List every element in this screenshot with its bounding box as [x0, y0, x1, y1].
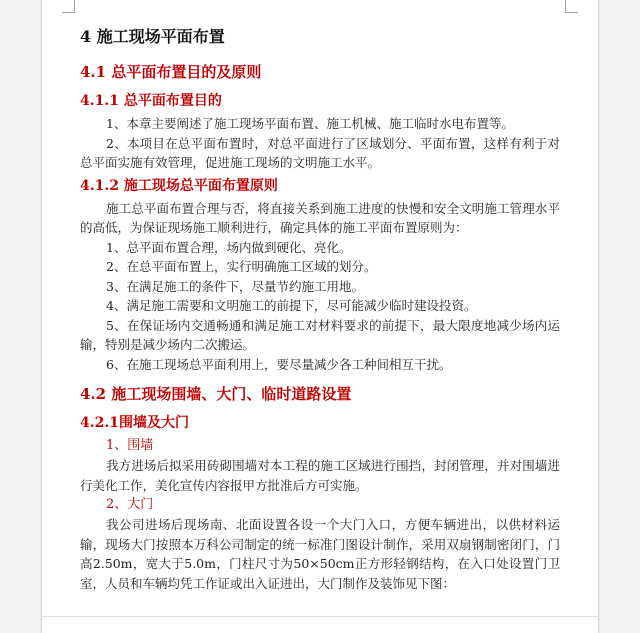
subitem-heading-wall: 1、围墙 [106, 438, 154, 453]
paragraph: 2、本项目在总平面布置时，对总平面进行了区域划分、平面布置，这样有利于对总平面实施有效管理，促进施工现场的文明施工水平。 [80, 135, 560, 170]
section-4-2-heading: 4.2 施工现场围墙、大门、临时道路设置 [80, 385, 352, 403]
paragraph: 我公司进场后现场南、北面设置各设一个大门入口，方便车辆进出，以供材料运输，现场大门按照本万科公司制定的统一标准门图设计制作，采用双扇钢制密闭门，门高2.50m，宽大于5.0m，门柱尺寸为50×50cm正方形轻钢结构，在入口处设置门卫室，人员和车辆均凭工作证或出入证进出，大门制作及装饰见下图： [80, 517, 560, 591]
list-item: 5、在保证场内交通畅通和满足施工对材料要求的前提下，最大限度地减少场内运输，特别是减少场内二次搬运。 [80, 317, 560, 352]
subitem-heading-gate: 2、大门 [106, 497, 154, 512]
page-corner-mark-top-left [62, 0, 75, 13]
section-4-1-2-heading: 4.1.2 施工现场总平面布置原则 [80, 177, 278, 194]
paragraph: 1、本章主要阐述了施工现场平面布置、施工机械、施工临时水电布置等。 [106, 116, 514, 131]
list-item: 4、满足施工需要和文明施工的前提下，尽可能减少临时建设投资。 [106, 298, 477, 313]
list-item: 1、总平面布置合理，场内做到硬化、亮化。 [106, 239, 352, 255]
list-item: 3、在满足施工的条件下，尽量节约施工用地。 [106, 278, 364, 294]
document-body [80, 24, 560, 593]
list-item: 2、在总平面布置上，实行明确施工区域的划分。 [106, 259, 377, 274]
list-item: 6、在施工现场总平面利用上，要尽量减少各工种间相互干扰。 [106, 356, 452, 372]
paragraph: 我方进场后拟采用砖砌围墙对本工程的施工区域进行围挡，封闭管理，并对围墙进行美化工作，美化宣传内容报甲方批准后方可实施。 [80, 458, 560, 493]
section-4-1-heading: 4.1 总平面布置目的及原则 [80, 63, 262, 81]
page-bottom-divider [42, 616, 598, 617]
chapter-heading: 4 施工现场平面布置 [80, 27, 225, 46]
paragraph: 施工总平面布置合理与否，将直接关系到施工进度的快慢和安全文明施工管理水平的高低，为保证现场施工顺利进行，确定具体的施工平面布置原则为： [80, 200, 560, 235]
section-4-2-1-heading: 4.2.1围墙及大门 [80, 415, 189, 431]
page-corner-mark-top-right [565, 0, 578, 13]
document-page [42, 0, 598, 633]
section-4-1-1-heading: 4.1.1 总平面布置目的 [80, 93, 222, 109]
